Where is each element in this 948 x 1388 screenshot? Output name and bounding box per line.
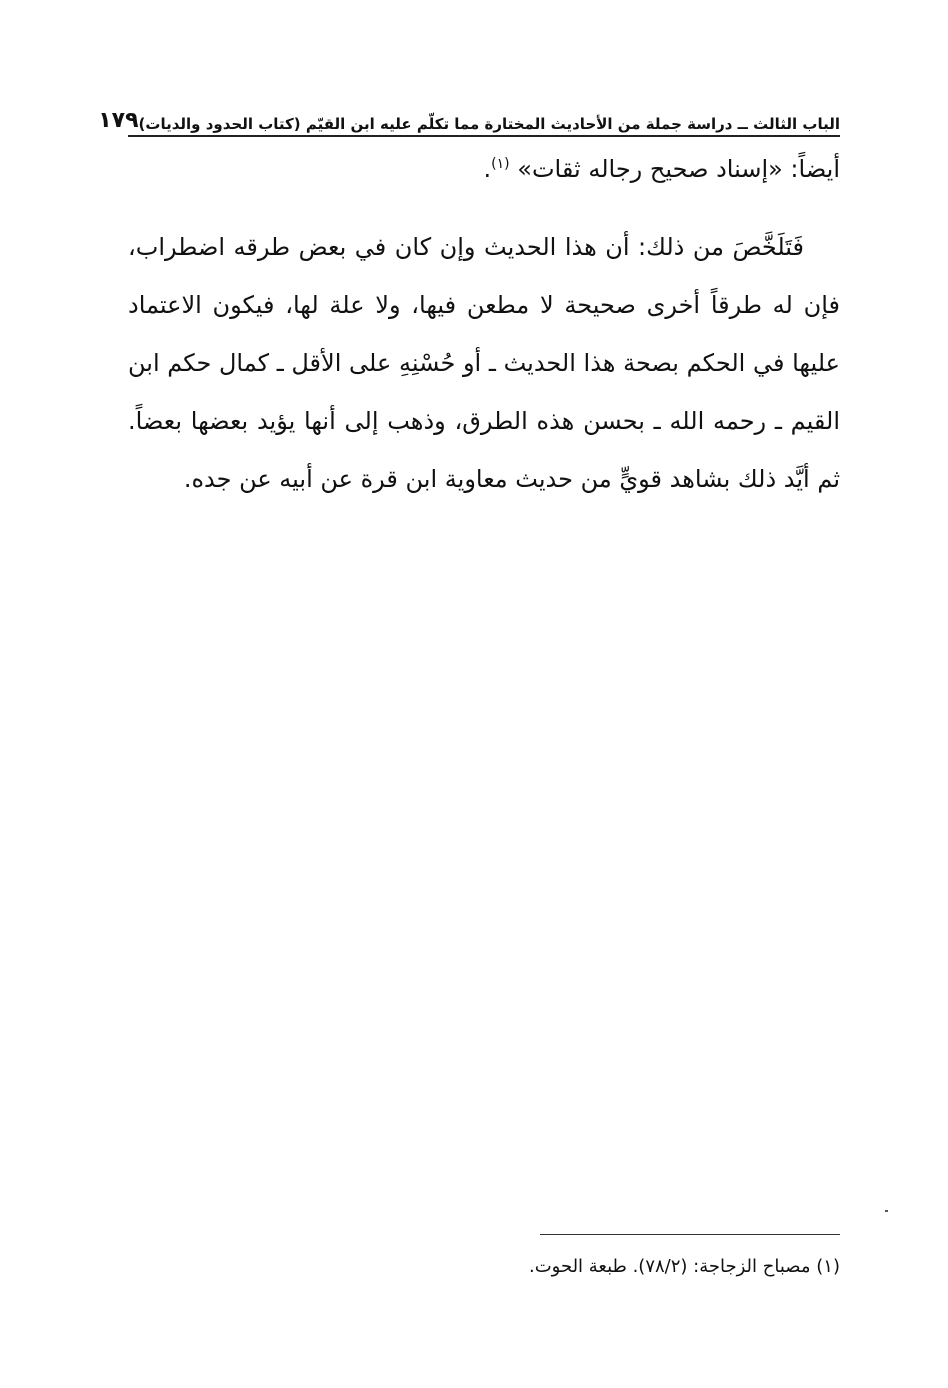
paragraph-conclusion: فَتَلَخَّصَ من ذلك: أن هذا الحديث وإن كان في بعض طرقه اضطراب، فإن له طرقاً أخرى صحيحة لا مطعن فيها، ولا علة لها، فيكون الاعتماد عليها في الحكم بصحة هذا الحديث ـ أو حُسْنِهِ على الأقل ـ كمال حكم ابن القيم ـ رحمه الله ـ بحسن هذه الطرق، وذهب إلى أنها يؤيد بعضها بعضاً. ثم أيَّد ذلك بشاهد قويٍّ من حديث معاوية ابن قرة عن أبيه عن جده. (128, 233, 840, 493)
footnote-1: (١) مصباح الزجاجة: (٧٨/٢). طبعة الحوت. (528, 1256, 840, 1277)
running-header (98, 90, 840, 137)
page-number: ١٧٩ (98, 108, 139, 133)
quote-text: أيضاً: «إسناد صحيح رجاله ثقات» (517, 155, 840, 183)
header-title: الباب الثالث ــ دراسة جملة من الأحاديث المختارة مما تكلّم عليه ابن القيّم (كتاب الحدود والديات) (138, 115, 840, 133)
footnote-reference[interactable]: (١) (491, 156, 510, 172)
quote-end: . (483, 155, 492, 183)
paragraph-quote (128, 140, 840, 198)
main-text (128, 140, 840, 508)
footnote-separator (540, 1234, 840, 1235)
scan-artifact (885, 1210, 888, 1212)
